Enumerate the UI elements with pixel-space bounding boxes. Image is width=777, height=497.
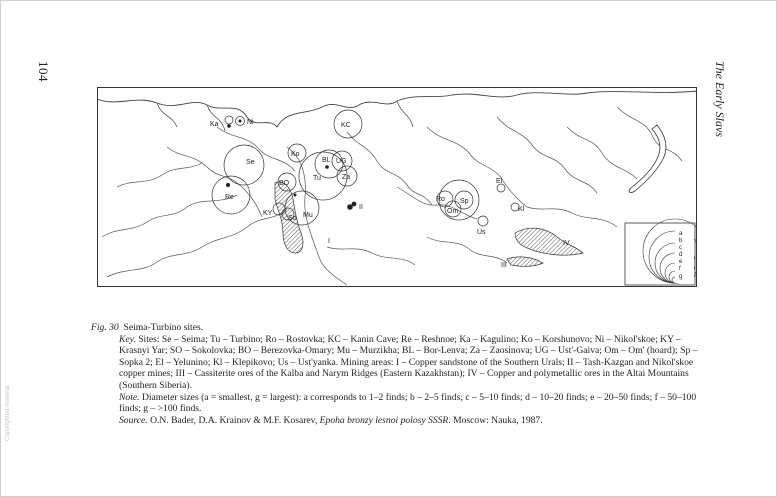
site-label-us: Us <box>477 229 486 236</box>
source-title: Epoha bronzy lesnoi polosy SSSR <box>319 414 449 426</box>
site-label-mu: Mu <box>303 212 313 219</box>
mining-area-iii <box>507 257 543 266</box>
running-head: The Early Slavs <box>713 61 727 137</box>
rivers <box>102 107 682 285</box>
site-label-om: Om <box>447 208 459 215</box>
site-label-bl: BL <box>322 157 331 164</box>
caption-key <box>91 334 701 392</box>
figure-title: Seima-Turbino sites. <box>123 322 204 333</box>
site-label-el: El <box>496 178 503 185</box>
site-label-ka: Ka <box>210 121 219 128</box>
figure-caption <box>91 322 701 426</box>
site-label-za: Za <box>342 174 351 181</box>
key-text: Sites: Se – Seima; Tu – Turbino; Ro – Rostovka; KC – Kanin Cave; Re – Reshnoe; Ka – Kagulino; Ko – Korshunovo; Ni – Nikol'skoe; KY – Krasnyi Yar; SO – Sokolovka; BO – Berezovka-Omary; Mu – Murzikha; BL – Bor-Lenva; Za – Zaosinova; UG – Ust'-Gaiva; Om – Om' (hoard); Sp – Sopka 2; El – Yelunino; Kl – Klepikovo; Us – Ust'yanka. Mining areas: I – Copper sandstone of the Southern Urals; II – Tash-Kazgan and Nikol'skoe copper mines; III – Cassiterite ores of the Kalba and Narym Ridges (Eastern Kazakhstan); IV – Copper and polymetallic ores in the Altai Mountains (Southern Siberia). <box>119 333 698 391</box>
coastline <box>97 91 697 127</box>
note-label: Note. <box>119 391 140 403</box>
key-letter-d: d <box>679 252 683 258</box>
seima-turbino-map <box>97 87 697 287</box>
size-key <box>625 219 697 285</box>
figure-label: Fig. 30 <box>91 322 119 333</box>
site-label-ni: Ni <box>247 119 254 126</box>
key-letter-e: e <box>679 259 683 265</box>
site-label-se: Se <box>246 159 255 166</box>
site-label-so: So <box>288 215 297 222</box>
caption-source <box>91 415 701 427</box>
key-letter-g: g <box>679 274 683 280</box>
site-label-ky: KY <box>263 210 273 217</box>
site-label-iv: IV <box>563 240 570 247</box>
site-label-tu: Tu <box>313 175 321 182</box>
site-label-ug: UG <box>336 158 347 165</box>
key-letter-b: b <box>679 238 683 244</box>
caption-title-line <box>91 322 701 334</box>
site-label-iii: III <box>501 262 507 269</box>
site-label-ii: II <box>359 204 363 211</box>
site-label-kc: KC <box>341 122 351 129</box>
lake-baikal <box>629 125 666 193</box>
page-number: 104 <box>36 61 51 82</box>
note-text: Diameter sizes (a = smallest, g = largest): a corresponds to 1–2 finds; b – 2–5 finds; c – 5–10 finds; d – 10–20 finds; e – 20–50 finds; f – 50–100 finds; g – >100 finds. <box>119 391 697 415</box>
source-label: Source. <box>119 414 148 426</box>
site-label-ro: Ro <box>436 196 445 203</box>
key-letter-a: a <box>679 231 683 237</box>
source-publisher: . Moscow: Nauka, 1987. <box>448 414 543 426</box>
key-letter-f: f <box>679 266 681 272</box>
site-label-ko: Ko <box>291 151 300 158</box>
copyright-note: Copyrighted material <box>5 385 11 441</box>
map-svg <box>97 87 697 287</box>
site-label-sp: Sp <box>460 198 469 205</box>
source-authors: O.N. Bader, D.A. Krainov & M.F. Kosarev, <box>150 414 318 426</box>
site-label-i: I <box>328 238 330 245</box>
key-letter-c: c <box>679 245 682 251</box>
key-label: Key. <box>119 333 136 345</box>
site-label-kl: Kl <box>518 206 525 213</box>
site-label-re: Re <box>225 194 234 201</box>
site-label-bo: BO <box>279 180 290 187</box>
caption-note <box>91 392 701 415</box>
mining-area-iv <box>515 228 583 255</box>
